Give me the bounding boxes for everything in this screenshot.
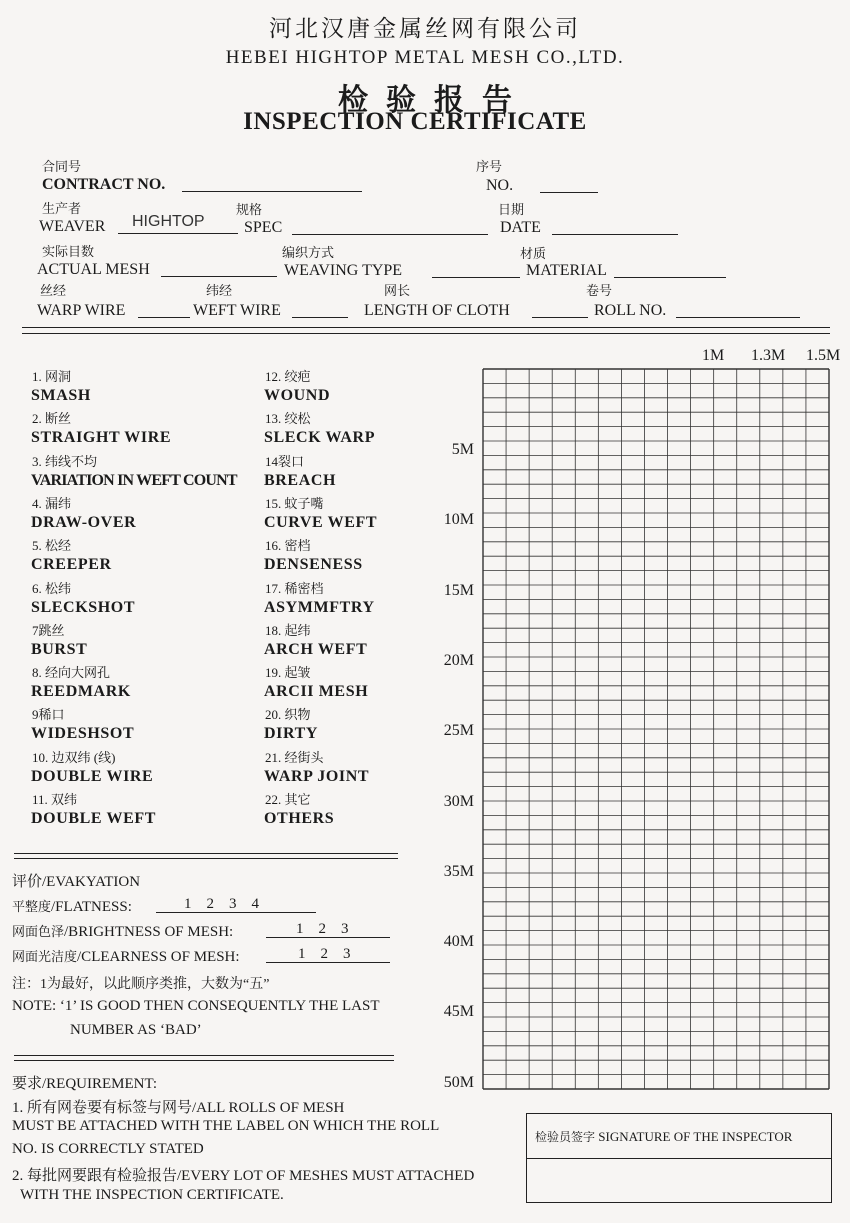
no-line[interactable] bbox=[540, 192, 598, 193]
contract-label-cn: 合同号 bbox=[42, 159, 82, 174]
roll-no-label-cn: 卷号 bbox=[586, 283, 613, 298]
grid-row-label: 45M bbox=[443, 1003, 474, 1021]
flatness-line bbox=[156, 912, 316, 913]
defect-label-cn: 8. 经向大网孔 bbox=[32, 665, 111, 681]
length-line[interactable] bbox=[532, 317, 588, 318]
defect-label-en: BURST bbox=[31, 640, 88, 658]
grid-row-label: 20M bbox=[443, 651, 474, 669]
company-name-cn: 河北汉唐金属丝网有限公司 bbox=[269, 16, 581, 41]
defect-label-cn: 20. 织物 bbox=[265, 707, 311, 723]
defect-label-cn: 19. 起皱 bbox=[265, 665, 311, 681]
clearness-row bbox=[12, 946, 240, 966]
requirement-line-4: 2. 每批网要跟有检验报告/EVERY LOT OF MESHES MUST ATTACHED bbox=[12, 1168, 475, 1184]
defect-label-cn: 17. 稀密档 bbox=[265, 580, 324, 596]
defect-label-en: SMASH bbox=[31, 387, 91, 404]
company-name-en: HEBEI HIGHTOP METAL MESH CO.,LTD. bbox=[225, 47, 625, 68]
signature-label-en: SIGNATURE OF THE INSPECTOR bbox=[598, 1129, 793, 1144]
actual-mesh-label-cn: 实际目数 bbox=[42, 244, 95, 259]
length-label: LENGTH OF CLOTH bbox=[364, 302, 510, 319]
clearness-scale[interactable]: 1 2 3 bbox=[298, 946, 351, 962]
grid-row-label: 50M bbox=[443, 1073, 474, 1091]
roll-no-label: ROLL NO. bbox=[594, 302, 667, 319]
defect-label-en: SLECK WARP bbox=[264, 429, 376, 447]
signature-label-cn: 检验员签字 bbox=[535, 1130, 596, 1144]
defect-label-en: SLECKSHOT bbox=[31, 598, 136, 616]
defect-label-cn: 2. 断丝 bbox=[32, 411, 72, 427]
requirement-line-2: MUST BE ATTACHED WITH THE LABEL ON WHICH THE ROLL bbox=[12, 1118, 440, 1134]
inspection-grid[interactable] bbox=[482, 368, 832, 1090]
defect-label-en: BREACH bbox=[264, 471, 337, 489]
grid-row-label: 30M bbox=[443, 792, 474, 810]
material-label: MATERIAL bbox=[526, 262, 607, 279]
spec-label-cn: 规格 bbox=[236, 202, 263, 217]
defect-label-cn: 16. 密档 bbox=[265, 538, 311, 554]
date-label: DATE bbox=[500, 219, 541, 236]
defect-label-en: DIRTY bbox=[264, 725, 318, 743]
length-label-cn: 网长 bbox=[384, 283, 411, 298]
spec-line[interactable] bbox=[292, 234, 488, 235]
flatness-scale[interactable]: 1 2 3 4 bbox=[184, 896, 259, 912]
defect-label-en: DRAW-OVER bbox=[31, 513, 137, 531]
grid-row-label: 5M bbox=[451, 441, 474, 458]
signature-label bbox=[535, 1128, 792, 1145]
weaver-label: WEAVER bbox=[39, 218, 106, 235]
requirement-line-5: WITH THE INSPECTION CERTIFICATE. bbox=[20, 1187, 284, 1203]
defect-label-en: DOUBLE WIRE bbox=[31, 767, 154, 785]
defect-label-en: ARCII MESH bbox=[264, 683, 369, 701]
fields-divider-bottom bbox=[22, 333, 830, 334]
defect-label-en: ASYMMFTRY bbox=[264, 598, 375, 616]
defect-label-en: ARCH WEFT bbox=[264, 640, 368, 658]
clearness-label: /CLEARNESS OF MESH: bbox=[77, 949, 240, 965]
weaving-type-label-cn: 编织方式 bbox=[282, 245, 335, 260]
defect-label-cn: 15. 蚊子嘴 bbox=[265, 495, 324, 511]
brightness-label-cn: 网面色泽 bbox=[12, 924, 65, 939]
flatness-row bbox=[12, 896, 132, 916]
warp-wire-label: WARP WIRE bbox=[37, 302, 126, 319]
defect-label-cn: 6. 松纬 bbox=[32, 580, 72, 596]
weaving-type-label: WEAVING TYPE bbox=[284, 262, 403, 279]
clearness-line bbox=[266, 962, 390, 963]
defect-label-en: VARIATION IN WEFT COUNT bbox=[31, 471, 237, 489]
roll-no-line[interactable] bbox=[676, 317, 800, 318]
defect-label-en: CREEPER bbox=[31, 556, 112, 574]
defect-label-cn: 12. 绞疤 bbox=[265, 369, 311, 384]
grid-row-label: 15M bbox=[443, 581, 474, 599]
defect-label-cn: 11. 双纬 bbox=[32, 792, 78, 807]
requirement-line-3: NO. IS CORRECTLY STATED bbox=[12, 1141, 204, 1157]
weaving-type-line[interactable] bbox=[432, 277, 520, 278]
requirement-divider-top bbox=[14, 1055, 394, 1056]
defect-label-cn: 5. 松经 bbox=[32, 538, 72, 554]
defect-label-en: WARP JOINT bbox=[264, 767, 370, 785]
grid-row-label: 25M bbox=[443, 722, 474, 740]
defect-label-cn: 9稀口 bbox=[32, 707, 65, 723]
defect-label-en: REEDMARK bbox=[31, 683, 131, 701]
grid-column-label: 1.3M bbox=[751, 347, 786, 364]
title-cn: 检验报告 bbox=[338, 84, 530, 117]
defect-label-cn: 21. 经街头 bbox=[265, 749, 324, 765]
defect-label-cn: 18. 起纬 bbox=[265, 622, 311, 638]
defect-label-en: WOUND bbox=[264, 387, 331, 404]
date-line[interactable] bbox=[552, 234, 678, 235]
date-label-cn: 日期 bbox=[498, 202, 525, 217]
defect-label-cn: 7跳丝 bbox=[32, 622, 65, 638]
weft-wire-line[interactable] bbox=[292, 317, 348, 318]
defect-label-cn: 4. 漏纬 bbox=[32, 495, 72, 511]
grid-row-label: 40M bbox=[443, 933, 474, 951]
defect-label-en: OTHERS bbox=[264, 810, 335, 827]
requirement-divider-bottom bbox=[14, 1060, 394, 1061]
material-label-cn: 材质 bbox=[520, 246, 547, 261]
actual-mesh-line[interactable] bbox=[161, 276, 277, 277]
spec-label: SPEC bbox=[244, 219, 283, 236]
defect-label-en: DENSENESS bbox=[264, 556, 363, 574]
contract-label: CONTRACT NO. bbox=[42, 176, 166, 193]
no-label-cn: 序号 bbox=[476, 159, 503, 174]
evaluation-divider-bottom bbox=[14, 858, 398, 859]
requirement-heading: 要求/REQUIREMENT: bbox=[12, 1076, 158, 1092]
fields-divider-top bbox=[22, 327, 830, 328]
warp-wire-line[interactable] bbox=[138, 317, 190, 318]
evaluation-heading: 评价/EVAKYATION bbox=[12, 874, 141, 890]
clearness-label-cn: 网面光洁度 bbox=[12, 949, 78, 964]
flatness-label: /FLATNESS: bbox=[51, 899, 132, 915]
material-line[interactable] bbox=[614, 277, 726, 278]
defect-label-cn: 14裂口 bbox=[265, 453, 305, 469]
evaluation-divider-top bbox=[14, 853, 398, 854]
grid-row-label: 10M bbox=[443, 511, 474, 529]
defect-label-en: WIDESHSOT bbox=[31, 725, 135, 743]
brightness-line bbox=[266, 937, 390, 938]
no-label: NO. bbox=[486, 177, 514, 194]
defect-label-cn: 22. 其它 bbox=[265, 792, 311, 807]
weft-wire-label-cn: 纬经 bbox=[206, 283, 233, 298]
defect-label-en: STRAIGHT WIRE bbox=[31, 429, 172, 447]
defect-label-cn: 1. 网洞 bbox=[32, 369, 72, 384]
brightness-row bbox=[12, 921, 233, 941]
brightness-scale[interactable]: 1 2 3 bbox=[296, 921, 349, 937]
actual-mesh-label: ACTUAL MESH bbox=[37, 261, 150, 278]
weaver-label-cn: 生产者 bbox=[42, 201, 82, 216]
defect-label-cn: 10. 边双纬 (线) bbox=[32, 749, 116, 765]
title-en: INSPECTION CERTIFICATE bbox=[243, 108, 587, 135]
flatness-label-cn: 平整度 bbox=[12, 899, 52, 914]
defect-label-cn: 3. 纬线不均 bbox=[32, 453, 98, 469]
defect-label-en: CURVE WEFT bbox=[264, 513, 378, 531]
brightness-label: /BRIGHTNESS OF MESH: bbox=[64, 924, 234, 940]
weaver-value: HIGHTOP bbox=[132, 213, 205, 230]
note-cn: 注：1为最好，以此顺序类推，大数为“五” bbox=[12, 977, 270, 992]
warp-wire-label-cn: 丝经 bbox=[40, 283, 67, 298]
contract-line[interactable] bbox=[182, 191, 362, 192]
requirement-line-1: 1. 所有网卷要有标签与网号/ALL ROLLS OF MESH bbox=[12, 1100, 345, 1116]
note-en-line1: NOTE: ‘1’ IS GOOD THEN CONSEQUENTLY THE LAST bbox=[12, 998, 380, 1014]
grid-column-label: 1.5M bbox=[806, 347, 841, 364]
note-en-line2: NUMBER AS ‘BAD’ bbox=[70, 1022, 202, 1038]
defect-label-cn: 13. 绞松 bbox=[265, 411, 311, 427]
signature-divider bbox=[527, 1158, 831, 1159]
weaver-line[interactable] bbox=[118, 233, 238, 234]
grid-column-label: 1M bbox=[702, 347, 725, 364]
defect-label-en: DOUBLE WEFT bbox=[31, 810, 156, 827]
grid-row-label: 35M bbox=[443, 862, 474, 880]
signature-box[interactable] bbox=[526, 1113, 832, 1203]
weft-wire-label: WEFT WIRE bbox=[193, 302, 281, 319]
